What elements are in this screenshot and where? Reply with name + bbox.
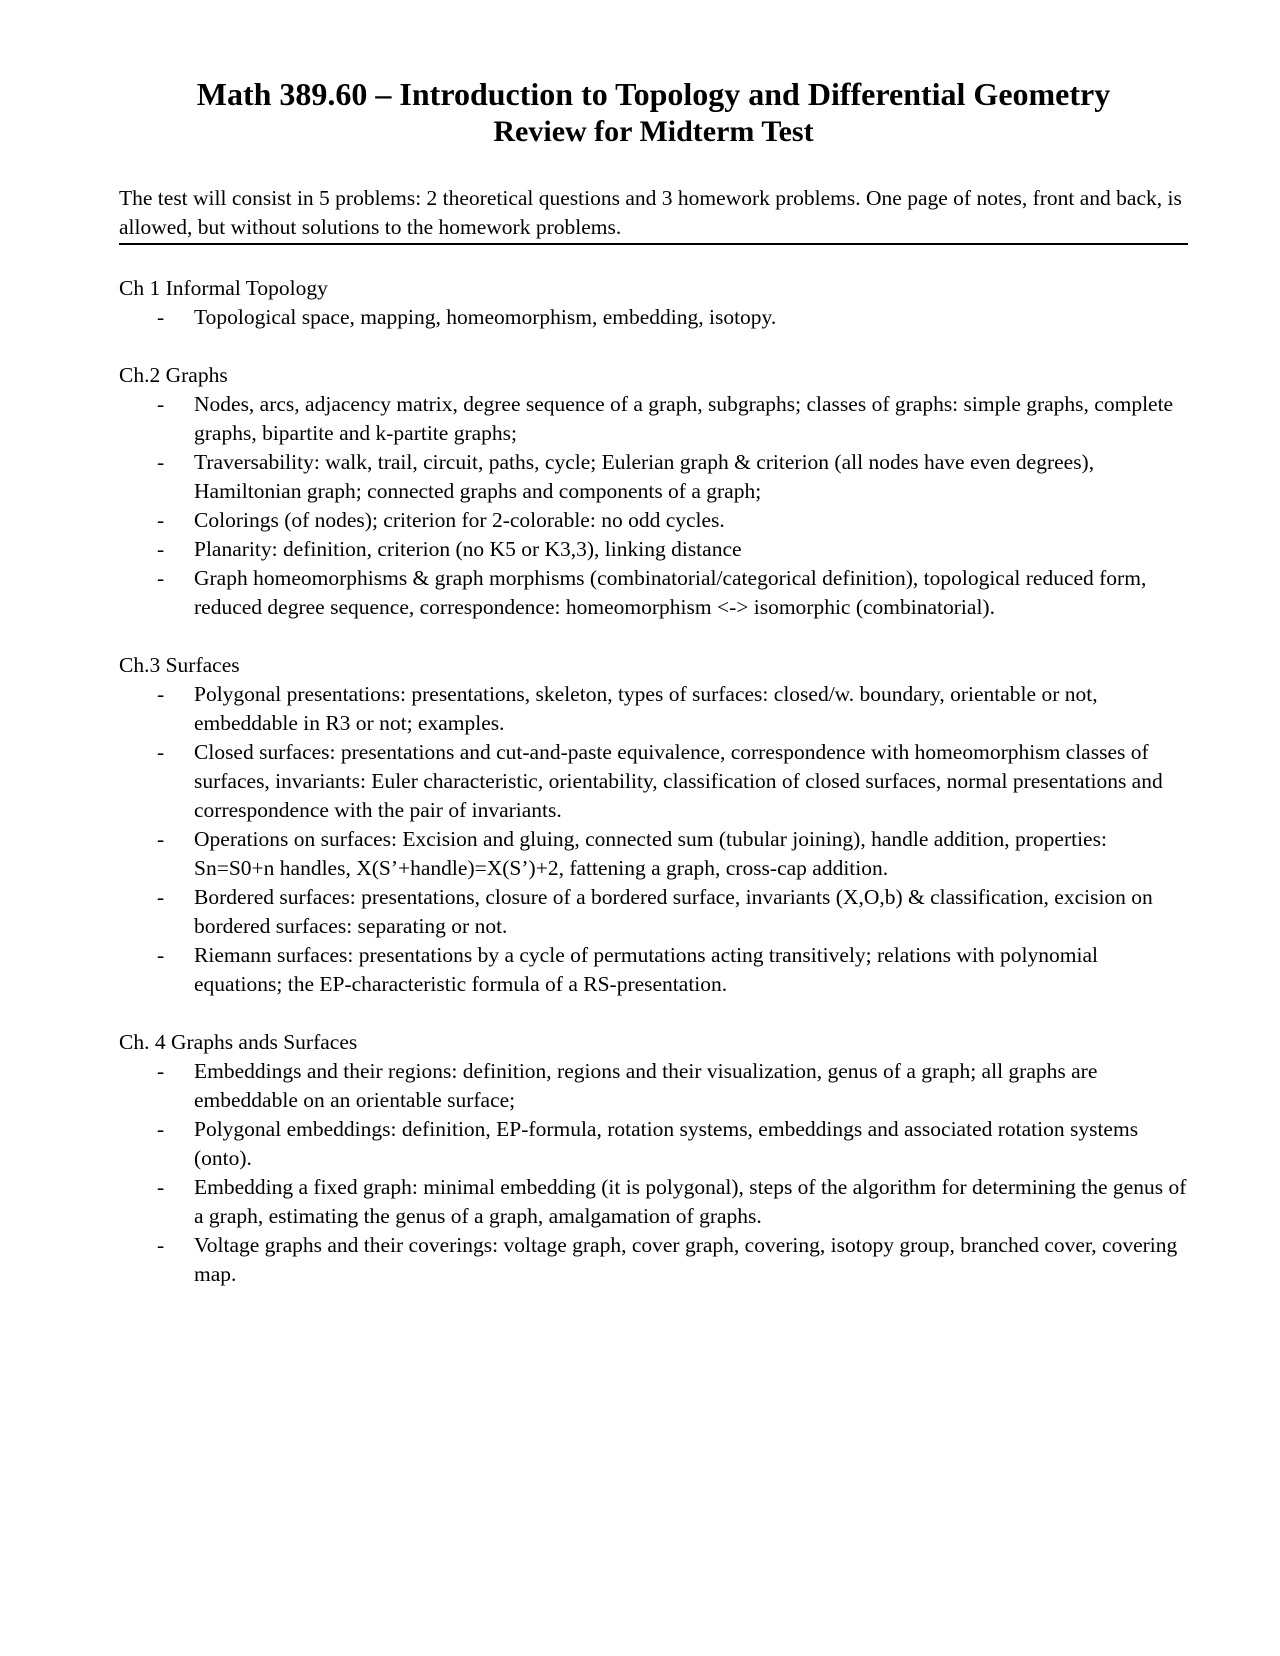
topic-item — [119, 825, 1188, 883]
topic-item — [119, 303, 1188, 332]
topic-text: Colorings (of nodes); criterion for 2-colorable: no odd cycles. — [194, 508, 725, 532]
bullet-dash: - — [157, 537, 165, 561]
topic-item — [119, 535, 1188, 564]
topic-item — [119, 1173, 1188, 1231]
bullet-dash: - — [157, 566, 165, 590]
chapter-section — [119, 361, 1188, 622]
chapter-section — [119, 1028, 1188, 1289]
topic-text: Embeddings and their regions: definition, regions and their visualization, genus of a graph; all graphs are embeddable on an orientable surface; — [194, 1059, 1098, 1112]
topic-text: Polygonal presentations: presentations, skeleton, types of surfaces: closed/w. boundary, orientable or not, embeddable in R3 or not; examples. — [194, 682, 1098, 735]
topic-item — [119, 390, 1188, 448]
topic-text: Polygonal embeddings: definition, EP-formula, rotation systems, embeddings and associated rotation systems (onto). — [194, 1117, 1139, 1170]
bullet-dash: - — [157, 885, 165, 909]
topic-text: Riemann surfaces: presentations by a cycle of permutations acting transitively; relations with polynomial equations; the EP-characteristic formula of a RS-presentation. — [194, 943, 1098, 996]
bullet-dash: - — [157, 1117, 165, 1141]
intro-paragraph: The test will consist in 5 problems: 2 theoretical questions and 3 homework problems. One page of notes, front and back, is allowed, but without solutions to the homework problems. — [119, 184, 1188, 245]
topic-list — [119, 680, 1188, 999]
chapter-section — [119, 274, 1188, 332]
bullet-dash: - — [157, 1175, 165, 1199]
topic-item — [119, 680, 1188, 738]
bullet-dash: - — [157, 827, 165, 851]
topic-text: Closed surfaces: presentations and cut-and-paste equivalence, correspondence with homeomorphism classes of surfaces, invariants: Euler characteristic, orientability, classification of closed surfaces, normal presentations and correspondence with the pair of invariants. — [194, 740, 1163, 822]
topic-text: Bordered surfaces: presentations, closure of a bordered surface, invariants (X,O,b) & classification, excision on bordered surfaces: separating or not. — [194, 885, 1153, 938]
topic-text: Nodes, arcs, adjacency matrix, degree sequence of a graph, subgraphs; classes of graphs: simple graphs, complete graphs, bipartite and k-partite graphs; — [194, 392, 1174, 445]
topic-list — [119, 303, 1188, 332]
bullet-dash: - — [157, 1233, 165, 1257]
topic-item — [119, 448, 1188, 506]
topic-item — [119, 564, 1188, 622]
topic-item — [119, 883, 1188, 941]
topic-text: Planarity: definition, criterion (no K5 or K3,3), linking distance — [194, 537, 742, 561]
topic-item — [119, 738, 1188, 825]
bullet-dash: - — [157, 508, 165, 532]
topic-text: Traversability: walk, trail, circuit, paths, cycle; Eulerian graph & criterion (all nodes have even degrees), Hamiltonian graph; connected graphs and components of a graph; — [194, 450, 1095, 503]
bullet-dash: - — [157, 682, 165, 706]
chapter-heading: Ch 1 Informal Topology — [119, 276, 328, 300]
document-title: Math 389.60 – Introduction to Topology and Differential Geometry — [196, 76, 1111, 112]
topic-text: Graph homeomorphisms & graph morphisms (combinatorial/categorical definition), topological reduced form, reduced degree sequence, correspondence: homeomorphism <-> isomorphic (combinatorial). — [194, 566, 1147, 619]
chapter-heading: Ch. 4 Graphs ands Surfaces — [119, 1030, 358, 1054]
topic-item — [119, 941, 1188, 999]
topic-item — [119, 1115, 1188, 1173]
topic-list — [119, 1057, 1188, 1289]
topic-text: Embedding a fixed graph: minimal embedding (it is polygonal), steps of the algorithm for determining the genus of a graph, estimating the genus of a graph, amalgamation of graphs. — [194, 1175, 1187, 1228]
topic-item — [119, 1057, 1188, 1115]
topic-item — [119, 1231, 1188, 1289]
bullet-dash: - — [157, 450, 165, 474]
chapter-section — [119, 651, 1188, 999]
topic-text: Operations on surfaces: Excision and gluing, connected sum (tubular joining), handle addition, properties: Sn=S0+n handles, X(S’+handle)=X(S’)+2, fattening a graph, cross-cap addition. — [194, 827, 1107, 880]
topic-text: Topological space, mapping, homeomorphism, embedding, isotopy. — [194, 305, 777, 329]
chapter-list — [119, 274, 1188, 1289]
topic-text: Voltage graphs and their coverings: voltage graph, cover graph, covering, isotopy group, branched cover, covering map. — [194, 1233, 1178, 1286]
topic-list — [119, 390, 1188, 622]
bullet-dash: - — [157, 1059, 165, 1083]
bullet-dash: - — [157, 943, 165, 967]
chapter-heading: Ch.2 Graphs — [119, 363, 228, 387]
bullet-dash: - — [157, 392, 165, 416]
bullet-dash: - — [157, 740, 165, 764]
chapter-heading: Ch.3 Surfaces — [119, 653, 240, 677]
document-subtitle: Review for Midterm Test — [493, 115, 814, 148]
topic-item — [119, 506, 1188, 535]
bullet-dash: - — [157, 305, 165, 329]
